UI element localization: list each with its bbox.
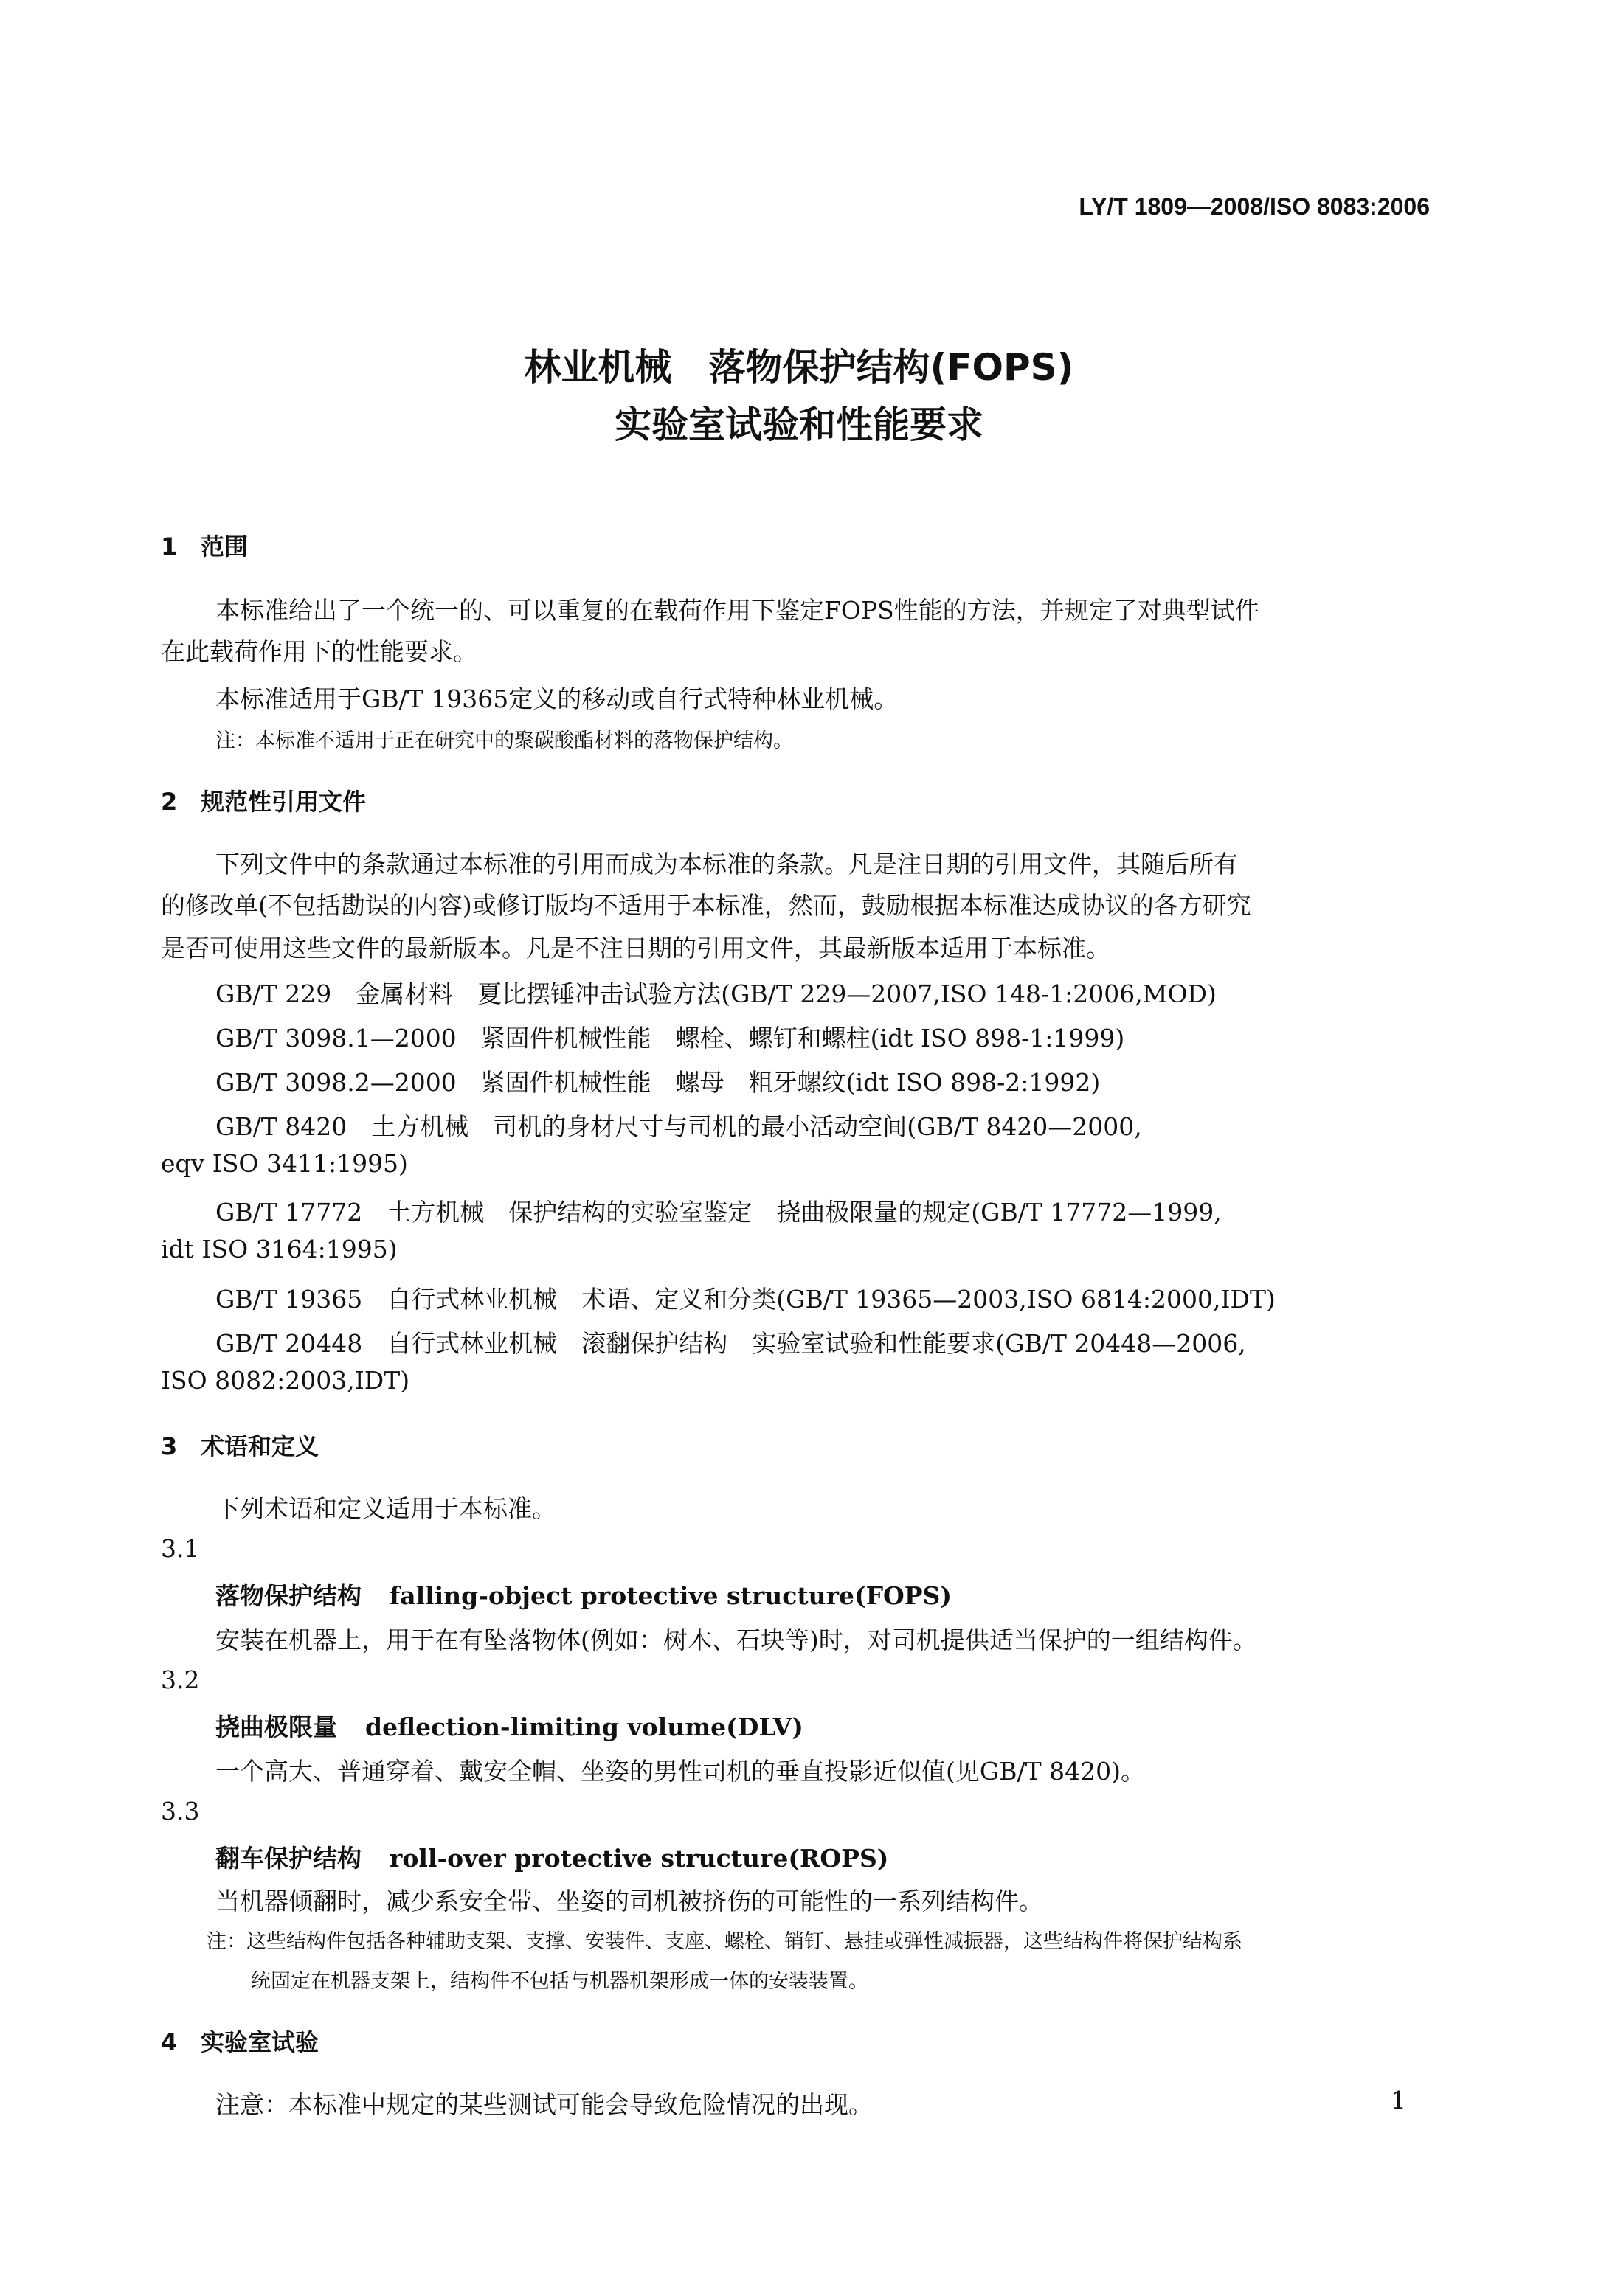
- reference-item-continuation: idt ISO 3164:1995): [161, 1235, 398, 1263]
- paragraph: 本标准给出了一个统一的、可以重复的在载荷作用下鉴定FOPS性能的方法，并规定了对典型试件: [215, 596, 1259, 625]
- document-title-line1: 林业机械 落物保护结构(FOPS): [524, 346, 1074, 389]
- paragraph: 的修改单(不包括勘误的内容)或修订版均不适用于本标准，然而，鼓励根据本标准达成协议的各方研究: [161, 891, 1251, 920]
- reference-item: GB/T 8420 土方机械 司机的身材尺寸与司机的最小活动空间(GB/T 8420—2000,: [215, 1112, 1142, 1141]
- section-2-heading: [161, 783, 366, 817]
- warning-text: 注意：本标准中规定的某些测试可能会导致危险情况的出现。: [215, 2090, 873, 2119]
- reference-item: GB/T 20448 自行式林业机械 滚翻保护结构 实验室试验和性能要求(GB/T 20448—2006,: [215, 1329, 1246, 1358]
- section-1-heading: [161, 528, 248, 562]
- term-definition: 安装在机器上，用于在有坠落物体(例如：树木、石块等)时，对司机提供适当保护的一组结构件。: [215, 1626, 1257, 1654]
- term-en: roll-over protective structure(ROPS): [390, 1844, 889, 1873]
- reference-item: GB/T 3098.1—2000 紧固件机械性能 螺栓、螺钉和螺柱(idt ISO 898-1:1999): [215, 1024, 1125, 1052]
- term-en: falling-object protective structure(FOPS): [390, 1581, 952, 1610]
- term-zh: 挠曲极限量: [215, 1713, 337, 1741]
- section-number: 2: [161, 788, 178, 816]
- page-number: 1: [1391, 2086, 1406, 2115]
- reference-item: GB/T 17772 土方机械 保护结构的实验室鉴定 挠曲极限量的规定(GB/T 17772—1999,: [215, 1198, 1222, 1227]
- term-definition: 一个高大、普通穿着、戴安全帽、坐姿的男性司机的垂直投影近似值(见GB/T 8420)。: [215, 1757, 1145, 1786]
- standard-code: LY/T 1809—2008/ISO 8083:2006: [1079, 193, 1430, 220]
- section-title: 术语和定义: [201, 1432, 319, 1460]
- term-number: 3.3: [161, 1797, 200, 1825]
- section-number: 1: [161, 533, 178, 561]
- section-title: 规范性引用文件: [201, 788, 367, 816]
- section-3-heading: [161, 1428, 319, 1462]
- reference-item: GB/T 3098.2—2000 紧固件机械性能 螺母 粗牙螺纹(idt ISO 898-2:1992): [215, 1068, 1101, 1097]
- paragraph: 是否可使用这些文件的最新版本。凡是不注日期的引用文件，其最新版本适用于本标准。: [161, 934, 1110, 963]
- term-heading: [215, 1839, 888, 1874]
- note: 注：本标准不适用于正在研究中的聚碳酸酯材料的落物保护结构。: [215, 729, 793, 752]
- term-zh: 落物保护结构: [215, 1581, 362, 1610]
- term-heading: [215, 1708, 803, 1743]
- section-number: 3: [161, 1432, 178, 1460]
- term-number: 3.1: [161, 1534, 200, 1563]
- paragraph: 下列术语和定义适用于本标准。: [215, 1494, 556, 1523]
- document-title-line2: 实验室试验和性能要求: [615, 403, 983, 446]
- note: 注：这些结构件包括各种辅助支架、支撑、安装件、支座、螺栓、销钉、悬挂或弹性减振器，这些结构件将保护结构系: [207, 1930, 1242, 1953]
- term-zh: 翻车保护结构: [215, 1844, 362, 1873]
- reference-item-continuation: eqv ISO 3411:1995): [161, 1149, 408, 1178]
- paragraph: 在此载荷作用下的性能要求。: [161, 637, 477, 666]
- section-title: 范围: [201, 533, 249, 561]
- term-definition: 当机器倾翻时，减少系安全带、坐姿的司机被挤伤的可能性的一系列结构件。: [215, 1887, 1043, 1915]
- term-en: deflection-limiting volume(DLV): [365, 1713, 803, 1741]
- note-continuation: 统固定在机器支架上，结构件不包括与机器机架形成一体的安装装置。: [251, 1970, 868, 1993]
- term-number: 3.2: [161, 1665, 200, 1694]
- paragraph: 本标准适用于GB/T 19365定义的移动或自行式特种林业机械。: [215, 684, 899, 713]
- section-title: 实验室试验: [201, 2028, 319, 2056]
- reference-item: GB/T 229 金属材料 夏比摆锤冲击试验方法(GB/T 229—2007,ISO 148-1:2006,MOD): [215, 979, 1217, 1008]
- term-heading: [215, 1577, 952, 1612]
- section-number: 4: [161, 2028, 178, 2056]
- paragraph: 下列文件中的条款通过本标准的引用而成为本标准的条款。凡是注日期的引用文件，其随后所有: [215, 850, 1238, 878]
- reference-item: GB/T 19365 自行式林业机械 术语、定义和分类(GB/T 19365—2003,ISO 6814:2000,IDT): [215, 1285, 1276, 1314]
- reference-item-continuation: ISO 8082:2003,IDT): [161, 1366, 410, 1395]
- section-4-heading: [161, 2024, 319, 2058]
